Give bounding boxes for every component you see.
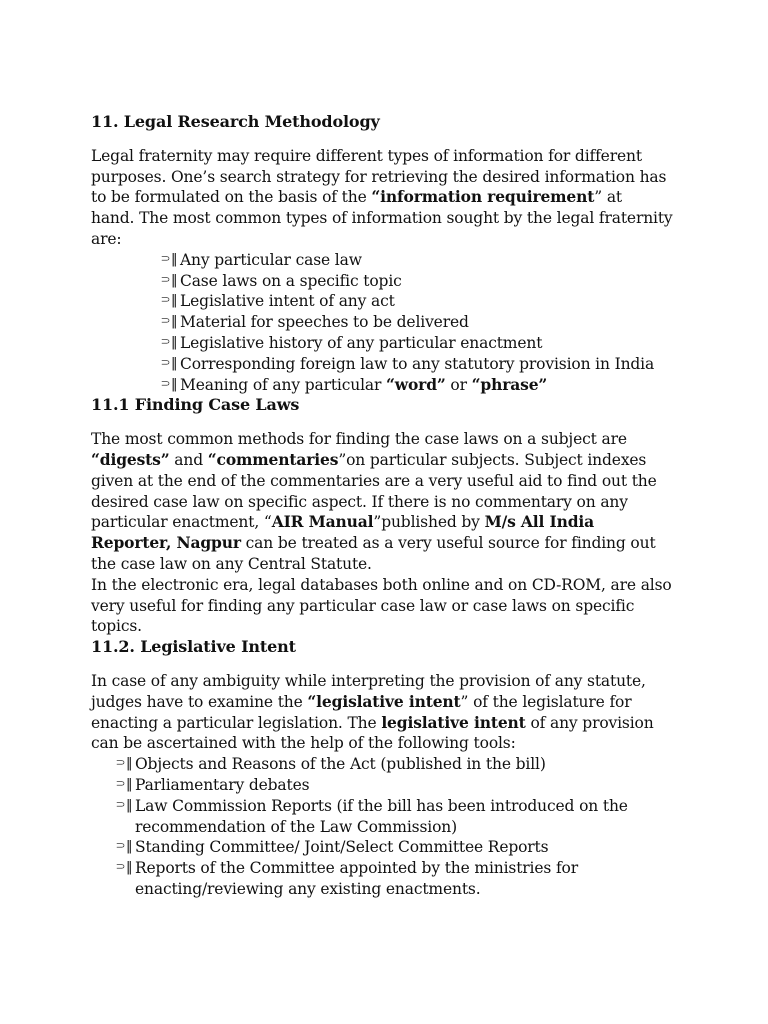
- intro-line-2: purposes. One’s search strategy for retrieving the desired information has: [91, 167, 667, 186]
- para-line: very useful for finding any particular case law or case laws on specific: [91, 596, 635, 615]
- list-item-text: Legislative intent of any act: [180, 292, 395, 311]
- list-item-text: Law Commission Reports (if the bill has been introduced on the: [135, 796, 628, 815]
- list-item: [91, 291, 691, 312]
- list-item: [91, 312, 691, 333]
- list-item-text: Case laws on a specific topic: [180, 271, 402, 290]
- para-line: [91, 450, 691, 471]
- para-text: and: [169, 450, 208, 469]
- intro-line-5: are:: [91, 229, 122, 248]
- para-line: In case of any ambiguity while interpreting the provision of any statute,: [91, 671, 646, 690]
- intro-line-4: hand. The most common types of information sought by the legal fraternity: [91, 209, 673, 228]
- digests-bold: “digests”: [91, 449, 170, 469]
- list-item-continuation: enacting/reviewing any existing enactments.: [135, 879, 481, 898]
- list-item-continuation: recommendation of the Law Commission): [135, 817, 457, 836]
- list-item-text: Parliamentary debates: [135, 775, 310, 794]
- document-page: [91, 112, 691, 900]
- list-item-text: Objects and Reasons of the Act (published in the bill): [135, 755, 546, 774]
- section-heading-legal-research-methodology: 11. Legal Research Methodology: [91, 112, 380, 131]
- check-bracket-icon: ⸧‖: [159, 334, 177, 350]
- legislative-intent-quoted-bold: “legislative intent: [307, 691, 461, 711]
- para-line: [91, 512, 691, 533]
- para-line: the case law on any Central Statute.: [91, 554, 372, 573]
- check-bracket-icon: ⸧‖: [114, 839, 132, 855]
- list-item: [91, 375, 691, 396]
- para-line: [91, 533, 691, 554]
- list-item-text: Meaning of any particular: [180, 375, 387, 394]
- para-line: The most common methods for finding the case laws on a subject are: [91, 430, 627, 449]
- para-text: particular enactment, “: [91, 513, 272, 532]
- information-types-list: [91, 250, 691, 396]
- list-item: [91, 754, 691, 775]
- information-requirement-bold: “information requirement: [371, 187, 595, 207]
- para-line: [91, 713, 691, 734]
- list-item-text-or: or: [445, 375, 472, 394]
- list-item-text: Standing Committee/ Joint/Select Committee Reports: [135, 838, 549, 857]
- list-item-text: Legislative history of any particular enactment: [180, 333, 543, 352]
- electronic-era-paragraph: [91, 575, 691, 637]
- para-line: can be ascertained with the help of the following tools:: [91, 734, 516, 753]
- word-bold: “word”: [386, 374, 446, 394]
- intro-line-3: [91, 187, 691, 208]
- para-line: [91, 692, 691, 713]
- para-text: enacting a particular legislation. The: [91, 713, 382, 732]
- list-item: [91, 796, 691, 838]
- check-bracket-icon: ⸧‖: [159, 251, 177, 267]
- check-bracket-icon: ⸧‖: [114, 860, 132, 876]
- list-item: [91, 271, 691, 292]
- check-bracket-icon: ⸧‖: [114, 797, 132, 813]
- para-line: given at the end of the commentaries are a very useful aid to find out the: [91, 471, 657, 490]
- legislative-intent-bold: legislative intent: [381, 712, 526, 732]
- para-text: ” of the legislature for: [460, 692, 632, 711]
- para-line: topics.: [91, 617, 142, 636]
- check-bracket-icon: ⸧‖: [114, 776, 132, 792]
- publisher-bold: M/s All India: [484, 512, 595, 532]
- para-text: can be treated as a very useful source for finding out: [240, 534, 656, 553]
- para-text: ”published by: [373, 513, 485, 532]
- phrase-bold: “phrase”: [471, 374, 548, 394]
- para-line: desired case law on specific aspect. If there is no commentary on any: [91, 492, 628, 511]
- list-item-text: Material for speeches to be delivered: [180, 313, 469, 332]
- air-manual-bold: AIR Manual: [271, 512, 374, 532]
- section-heading-legislative-intent: 11.2. Legislative Intent: [91, 637, 296, 657]
- publisher-location-bold: Reporter, Nagpur: [91, 533, 241, 553]
- check-bracket-icon: ⸧‖: [159, 376, 177, 392]
- legislative-tools-list: [91, 754, 691, 900]
- list-item: [91, 354, 691, 375]
- check-bracket-icon: ⸧‖: [114, 756, 132, 772]
- list-item: [91, 775, 691, 796]
- section-heading-finding-case-laws: 11.1 Finding Case Laws: [91, 395, 300, 415]
- legislative-intent-paragraph: [91, 671, 691, 754]
- list-item-text: Reports of the Committee appointed by the ministries for: [135, 859, 578, 878]
- list-item: [91, 250, 691, 271]
- intro-line-3-text: to be formulated on the basis of the: [91, 188, 372, 207]
- intro-line-1: Legal fraternity may require different types of information for different: [91, 146, 642, 165]
- finding-case-laws-paragraph: [91, 429, 691, 575]
- list-item: [91, 333, 691, 354]
- list-item-text: Corresponding foreign law to any statutory provision in India: [180, 354, 655, 373]
- para-text: judges have to examine the: [91, 692, 308, 711]
- check-bracket-icon: ⸧‖: [159, 272, 177, 288]
- check-bracket-icon: ⸧‖: [159, 355, 177, 371]
- commentaries-bold: “commentaries: [207, 449, 339, 469]
- check-bracket-icon: ⸧‖: [159, 293, 177, 309]
- para-text: of any provision: [525, 713, 654, 732]
- intro-line-3-end: ” at: [594, 188, 623, 207]
- para-text: ”on particular subjects. Subject indexes: [338, 450, 647, 469]
- intro-paragraph: [91, 146, 691, 250]
- list-item: [91, 837, 691, 858]
- list-item: [91, 858, 691, 900]
- list-item-text: Any particular case law: [180, 250, 362, 269]
- check-bracket-icon: ⸧‖: [159, 314, 177, 330]
- para-line: In the electronic era, legal databases both online and on CD-ROM, are also: [91, 575, 672, 594]
